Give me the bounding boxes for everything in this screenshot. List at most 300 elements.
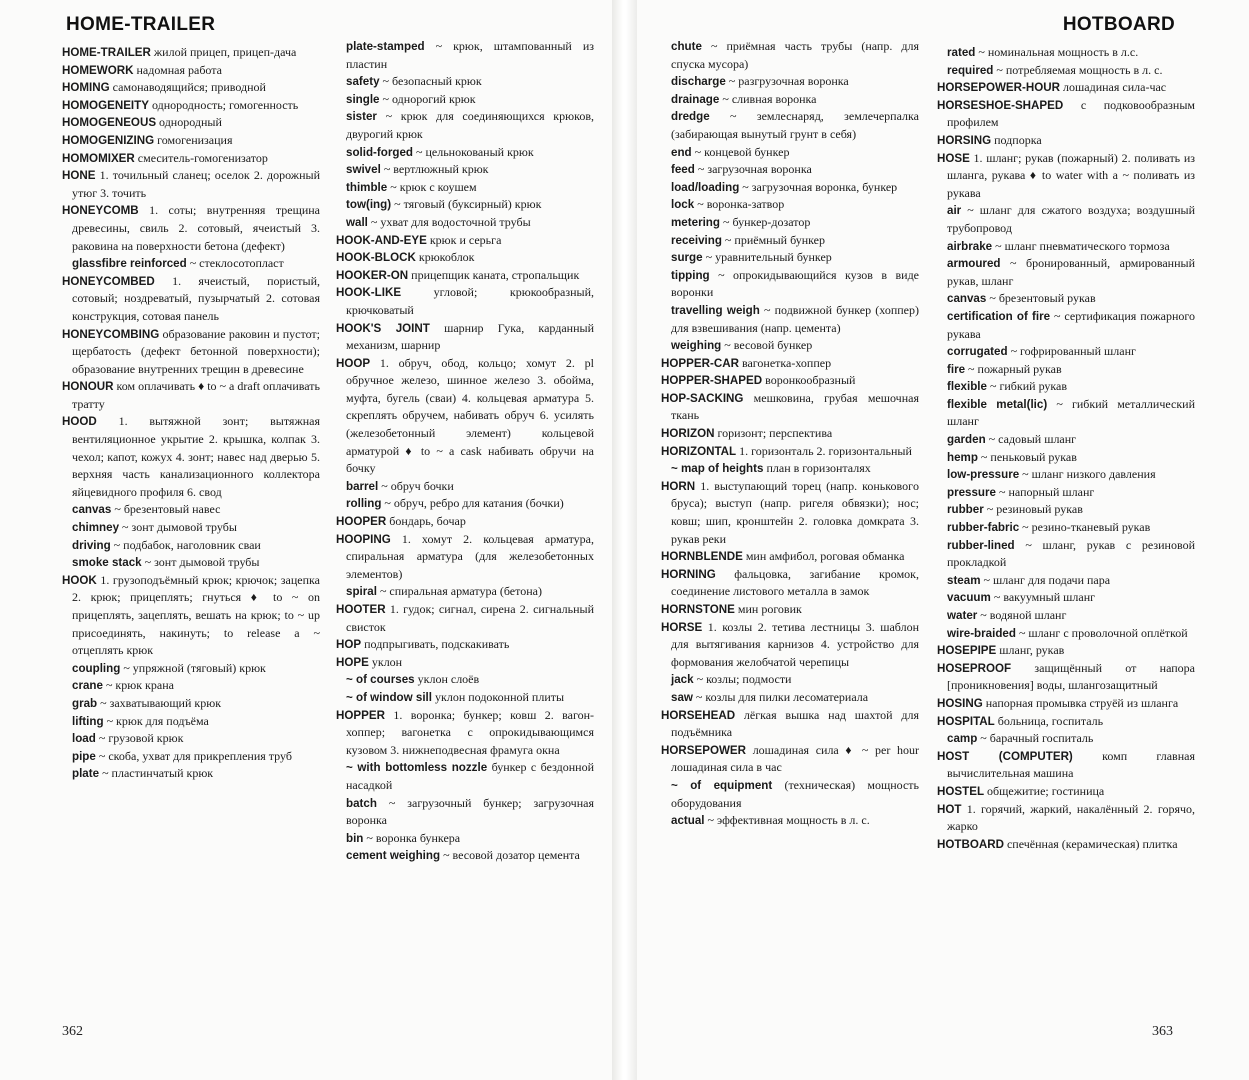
running-head-right: HOTBOARD bbox=[1062, 14, 1175, 35]
definition: крюкоблок bbox=[415, 250, 475, 265]
definition: образование раковин и пустот; щербатость (дефект бетонной поверхности); образование внутренних трещин в древесине bbox=[72, 326, 320, 376]
dictionary-entry bbox=[661, 742, 919, 777]
dictionary-subentry bbox=[937, 378, 1195, 396]
subentry-term: flexible metal(lic) bbox=[947, 397, 1048, 411]
subentry-term: camp bbox=[947, 732, 978, 746]
definition: лёгкая вышка над шахтой для подъёмника bbox=[671, 707, 919, 740]
definition: ~ сливная воронка bbox=[719, 91, 817, 106]
dictionary-subentry bbox=[336, 495, 594, 513]
subentry-term: feed bbox=[671, 163, 695, 177]
dictionary-entry bbox=[937, 783, 1195, 801]
definition: ~ козлы для пилки лесоматериала bbox=[692, 689, 869, 704]
dictionary-entry bbox=[937, 660, 1195, 695]
definition: (техническая) мощность оборудования bbox=[671, 777, 919, 810]
dictionary-subentry bbox=[336, 179, 594, 197]
dictionary-subentry bbox=[937, 607, 1195, 625]
definition: ~ зонт дымовой трубы bbox=[141, 555, 260, 570]
definition: 1. вытяжной зонт; вытяжная вентиляционное укрытие 2. крышка, колпак 3. чехол; капот, кожух 4. зонт; навес над дверью 5. верхняя часть канализационного коллектора яйцевидного профиля 6. свод bbox=[72, 414, 320, 499]
subentry-term: vacuum bbox=[947, 591, 991, 605]
page-number-right: 363 bbox=[1152, 1024, 1173, 1039]
definition: напорная промывка струёй из шланга bbox=[982, 695, 1179, 710]
dictionary-subentry bbox=[62, 660, 320, 678]
definition: фальцовка, загибание кромок, соединение листового металла в замок bbox=[671, 566, 919, 599]
headword: HOOTER bbox=[336, 603, 386, 616]
definition: самонаводящийся; приводной bbox=[109, 80, 266, 95]
dictionary-entry bbox=[336, 232, 594, 250]
dictionary-entry bbox=[62, 44, 320, 62]
definition: ~ вакуумный шланг bbox=[990, 590, 1096, 605]
subentry-term: required bbox=[947, 63, 994, 77]
definition: 1. обруч, обод, кольцо; хомут 2. pl обручное железо, шинное железо 3. обойма, муфта, бугель (сваи) 4. кольцевая арматура 5. скреплять обручем, набивать обруч 6. усилять (железобетонный элемент) кольцевой арматурой ♦ to ~ a cask набивать обручи на бочку bbox=[346, 355, 594, 476]
dictionary-subentry bbox=[336, 583, 594, 601]
headword: HORIZONTAL bbox=[661, 444, 737, 458]
headword: HOOPING bbox=[336, 532, 391, 546]
left-page bbox=[0, 0, 612, 1080]
dictionary-subentry bbox=[937, 308, 1195, 343]
subentry-term: ~ map of heights bbox=[671, 462, 764, 476]
definition: ~ бронированный, армированный рукав, шланг bbox=[947, 256, 1195, 288]
dictionary-subentry bbox=[661, 196, 919, 214]
dictionary-subentry bbox=[661, 179, 919, 197]
subentry-term: airbrake bbox=[947, 239, 993, 253]
definition: ~ шланг пневматического тормоза bbox=[992, 238, 1170, 253]
dictionary-subentry bbox=[937, 44, 1195, 62]
subentry-term: end bbox=[671, 145, 692, 159]
definition: ~ крюк, штампованный из пластин bbox=[346, 39, 594, 71]
definition: ~ шланг для сжатого воздуха; воздушный трубопровод bbox=[947, 203, 1195, 235]
definition: ~ сертификация пожарного рукава bbox=[947, 308, 1196, 341]
running-head-left: HOME-TRAILER bbox=[66, 14, 216, 35]
left-column-b bbox=[336, 38, 594, 865]
headword: HOPPER-CAR bbox=[661, 356, 739, 370]
subentry-term: rubber-fabric bbox=[947, 521, 1020, 535]
dictionary-subentry bbox=[661, 38, 919, 73]
dictionary-subentry bbox=[62, 677, 320, 695]
dictionary-entry bbox=[937, 801, 1195, 836]
definition: подпорка bbox=[991, 132, 1042, 147]
headword: HORN bbox=[661, 479, 696, 493]
headword: HONEYCOMB bbox=[62, 204, 139, 218]
dictionary-subentry bbox=[336, 689, 594, 707]
headword: HOOKER-ON bbox=[336, 268, 409, 282]
subentry-term: rolling bbox=[346, 497, 382, 511]
dictionary-entry bbox=[661, 548, 919, 566]
definition: ~ концевой бункер bbox=[691, 144, 790, 159]
dictionary-entry bbox=[661, 355, 919, 373]
definition: ~ потребляемая мощность в л. с. bbox=[993, 62, 1163, 77]
definition: ~ шланг низкого давления bbox=[1019, 467, 1156, 482]
definition: жилой прицеп, прицеп-дача bbox=[150, 45, 297, 59]
dictionary-subentry bbox=[661, 108, 919, 143]
definition: мин роговик bbox=[734, 602, 802, 616]
definition: 1. козлы 2. тетива лестницы 3. шаблон для вытягивания карнизов 4. устройство для формования желобчатой черепицы bbox=[671, 619, 919, 669]
headword: HOSPITAL bbox=[937, 714, 995, 728]
definition: ~ землеснаряд, землечерпалка (забирающая вынутый грунт в себя) bbox=[671, 109, 919, 141]
dictionary-entry bbox=[62, 326, 320, 379]
definition: ~ козлы; подмости bbox=[693, 672, 792, 687]
dictionary-entry bbox=[937, 97, 1195, 132]
subentry-term: low-pressure bbox=[947, 468, 1020, 482]
definition: ~ однорогий крюк bbox=[379, 91, 476, 106]
definition: 1. ячеистый, пористый, сотовый; ноздреватый, пузырчатый 2. сотовая конструкция, сотовая панель bbox=[72, 273, 320, 323]
definition: бункер с бездонной насадкой bbox=[346, 760, 594, 792]
headword: HOPPER bbox=[336, 708, 385, 722]
definition: лошадиная сила ♦ ~ per hour лошадиная сила в час bbox=[671, 742, 919, 775]
dictionary-entry bbox=[62, 79, 320, 97]
dictionary-entry bbox=[62, 150, 320, 168]
dictionary-subentry bbox=[661, 144, 919, 162]
subentry-term: ~ with bottomless nozzle bbox=[346, 761, 488, 775]
dictionary-entry bbox=[937, 748, 1195, 783]
subentry-term: steam bbox=[947, 573, 981, 587]
headword: HOP bbox=[336, 638, 362, 652]
definition: ~ шланг с проволочной оплёткой bbox=[1015, 625, 1188, 640]
subentry-term: lifting bbox=[72, 714, 104, 728]
headword: HORSING bbox=[937, 133, 992, 147]
dictionary-entry bbox=[62, 114, 320, 132]
dictionary-entry bbox=[661, 601, 919, 619]
dictionary-subentry bbox=[661, 267, 919, 302]
definition: 1. точильный сланец; оселок 2. дорожный утюг 3. точить bbox=[72, 168, 320, 200]
headword: HORNING bbox=[661, 567, 716, 581]
dictionary-subentry bbox=[336, 91, 594, 109]
definition: ~ стеклосотопласт bbox=[186, 256, 284, 271]
definition: ~ опрокидывающийся кузов в виде воронки bbox=[671, 267, 919, 300]
dictionary-entry bbox=[661, 478, 919, 548]
dictionary-entry bbox=[661, 707, 919, 742]
headword: HORNBLENDE bbox=[661, 550, 743, 564]
subentry-term: dredge bbox=[671, 110, 710, 124]
dictionary-subentry bbox=[661, 214, 919, 232]
subentry-term: crane bbox=[72, 679, 103, 693]
subentry-term: fire bbox=[947, 362, 966, 376]
subentry-term: flexible bbox=[947, 380, 987, 394]
headword: HORIZON bbox=[661, 427, 715, 441]
subentry-term: rubber-lined bbox=[947, 538, 1015, 552]
headword: HOT bbox=[937, 802, 962, 816]
subentry-term: plate-stamped bbox=[346, 40, 425, 53]
definition: 1. гудок; сигнал, сирена 2. сигнальный свисток bbox=[346, 602, 594, 634]
definition: ~ спиральная арматура (бетона) bbox=[376, 584, 542, 599]
headword: HOOPER bbox=[336, 515, 387, 529]
dictionary-subentry bbox=[336, 478, 594, 496]
subentry-term: solid-forged bbox=[346, 145, 413, 159]
dictionary-subentry bbox=[336, 795, 594, 830]
dictionary-entry bbox=[937, 132, 1195, 150]
subentry-term: coupling bbox=[72, 661, 121, 675]
subentry-term: ~ of courses bbox=[346, 673, 415, 687]
subentry-term: wall bbox=[346, 215, 368, 229]
dictionary-subentry bbox=[62, 765, 320, 783]
definition: ~ крюк для соединяющихся крюков, двурогий крюк bbox=[346, 109, 594, 141]
dictionary-subentry bbox=[336, 108, 594, 143]
definition: ~ крюк для подъёма bbox=[103, 713, 209, 728]
headword: HOOK-BLOCK bbox=[336, 251, 416, 265]
subentry-term: driving bbox=[72, 538, 111, 552]
headword: HOP-SACKING bbox=[661, 391, 744, 405]
subentry-term: sister bbox=[346, 110, 377, 124]
definition: ~ барачный госпиталь bbox=[977, 731, 1094, 746]
dictionary-subentry bbox=[661, 689, 919, 707]
dictionary-subentry bbox=[937, 62, 1195, 80]
definition: ~ подбабок, наголовник сваи bbox=[110, 537, 261, 552]
headword: HOSTEL bbox=[937, 784, 985, 798]
definition: надомная работа bbox=[133, 62, 222, 77]
dictionary-entry bbox=[62, 273, 320, 326]
headword: HOMOGENIZING bbox=[62, 133, 155, 147]
definition: ~ номинальная мощность в л.с. bbox=[975, 45, 1139, 59]
dictionary-entry bbox=[336, 654, 594, 672]
dictionary-subentry bbox=[336, 759, 594, 794]
definition: ~ садовый шланг bbox=[985, 432, 1077, 447]
definition: 1. хомут 2. кольцевая арматура, спиральная арматура (для железобетонных элементов) bbox=[346, 531, 594, 581]
subentry-term: single bbox=[346, 92, 380, 106]
dictionary-entry bbox=[336, 636, 594, 654]
headword: HOME-TRAILER bbox=[62, 46, 151, 59]
headword: HORSEPOWER bbox=[661, 743, 747, 757]
dictionary-subentry bbox=[336, 847, 594, 865]
subentry-term: plate bbox=[72, 767, 100, 781]
dictionary-subentry bbox=[661, 460, 919, 478]
headword: HOOD bbox=[62, 415, 97, 429]
definition: больница, госпиталь bbox=[994, 713, 1104, 728]
dictionary-subentry bbox=[62, 537, 320, 555]
dictionary-entry bbox=[62, 413, 320, 501]
dictionary-subentry bbox=[937, 537, 1195, 572]
subentry-term: swivel bbox=[346, 163, 381, 177]
definition: 1. шланг; рукав (пожарный) 2. поливать из шланга, рукава ♦ to water with a ~ поливать из рукава bbox=[947, 150, 1195, 200]
definition: ~ весовой бункер bbox=[721, 338, 813, 353]
definition: ~ воронка бункера bbox=[363, 830, 461, 845]
dictionary-subentry bbox=[661, 812, 919, 830]
dictionary-subentry bbox=[937, 730, 1195, 748]
subentry-term: canvas bbox=[947, 292, 987, 306]
dictionary-subentry bbox=[661, 302, 919, 337]
dictionary-subentry bbox=[661, 161, 919, 179]
dictionary-subentry bbox=[62, 501, 320, 519]
dictionary-entry bbox=[62, 572, 320, 660]
definition: 1. горизонталь 2. горизонтальный bbox=[736, 443, 912, 458]
subentry-term: garden bbox=[947, 433, 986, 447]
headword: HOSEPIPE bbox=[937, 644, 997, 658]
headword: HOOK-AND-EYE bbox=[336, 233, 427, 247]
dictionary-subentry bbox=[937, 625, 1195, 643]
dictionary-subentry bbox=[937, 255, 1195, 290]
dictionary-entry bbox=[937, 713, 1195, 731]
headword: HORSESHOE-SHAPED bbox=[937, 98, 1064, 112]
definition: 1. грузоподъёмный крюк; крючок; зацепка 2. крюк; прицеплять; гнуться ♦ to ~ on прицеплять, зацеплять, вешать на крюк; to ~ up присоединять, накинуть; to release a ~ отцеплять крюк bbox=[72, 572, 320, 658]
dictionary-entry bbox=[661, 425, 919, 443]
subentry-term: jack bbox=[671, 673, 694, 687]
dictionary-subentry bbox=[336, 830, 594, 848]
dictionary-subentry bbox=[937, 343, 1195, 361]
subentry-term: tipping bbox=[671, 268, 710, 282]
dictionary-entry bbox=[661, 443, 919, 461]
subentry-term: glassfibre reinforced bbox=[72, 257, 187, 271]
dictionary-entry bbox=[661, 566, 919, 601]
dictionary-subentry bbox=[937, 519, 1195, 537]
dictionary-subentry bbox=[336, 73, 594, 91]
definition: ~ пожарный рукав bbox=[965, 361, 1062, 376]
definition: ~ грузовой крюк bbox=[95, 731, 184, 746]
definition: ~ загрузочная воронка, бункер bbox=[739, 179, 898, 194]
headword: HONEYCOMBING bbox=[62, 327, 160, 341]
definition: ~ цельнокованый крюк bbox=[412, 144, 534, 159]
left-column-a bbox=[62, 44, 320, 783]
definition: шарнир Гука, карданный механизм, шарнир bbox=[346, 320, 594, 353]
subentry-term: actual bbox=[671, 814, 705, 828]
subentry-term: rubber bbox=[947, 503, 984, 517]
definition: мин амфибол, роговая обманка bbox=[742, 549, 905, 564]
definition: ~ разгрузочная воронка bbox=[725, 74, 849, 89]
definition: ~ зонт дымовой трубы bbox=[119, 520, 237, 535]
dictionary-subentry bbox=[937, 449, 1195, 467]
headword: HORSEHEAD bbox=[661, 708, 736, 722]
dictionary-subentry bbox=[62, 713, 320, 731]
dictionary-subentry bbox=[661, 671, 919, 689]
subentry-term: corrugated bbox=[947, 345, 1008, 359]
definition: воронкообразный bbox=[762, 373, 856, 388]
definition: общежитие; гостиница bbox=[984, 783, 1105, 798]
subentry-term: ~ of equipment bbox=[671, 778, 773, 792]
definition: уклон bbox=[368, 654, 403, 669]
definition: однородность; гомогенность bbox=[148, 97, 299, 112]
subentry-term: bin bbox=[346, 831, 364, 845]
definition: ~ ухват для водосточной трубы bbox=[367, 214, 531, 229]
dictionary-subentry bbox=[937, 572, 1195, 590]
headword: HOMOMIXER bbox=[62, 151, 135, 165]
headword: HOMOGENEOUS bbox=[62, 116, 157, 130]
definition: ~ тяговый (буксирный) крюк bbox=[391, 197, 542, 212]
dictionary-entry bbox=[62, 202, 320, 255]
subentry-term: travelling weigh bbox=[671, 303, 760, 317]
dictionary-subentry bbox=[937, 238, 1195, 256]
headword: HOOP bbox=[336, 356, 371, 370]
subentry-term: spiral bbox=[346, 585, 377, 599]
dictionary-subentry bbox=[661, 232, 919, 250]
definition: спечённая (керамическая) плитка bbox=[1003, 836, 1178, 851]
headword: HOTBOARD bbox=[937, 837, 1004, 851]
definition: ~ брезентовый навес bbox=[111, 502, 221, 517]
definition: ~ брезентовый рукав bbox=[986, 291, 1096, 306]
definition: уклон слоёв bbox=[414, 672, 480, 687]
subentry-term: chute bbox=[671, 40, 702, 53]
dictionary-entry bbox=[661, 390, 919, 425]
definition: однородный bbox=[156, 115, 222, 130]
dictionary-entry bbox=[937, 695, 1195, 713]
definition: ~ обруч бочки bbox=[378, 478, 454, 493]
definition: ~ воронка-затвор bbox=[694, 197, 785, 212]
headword: HOSEPROOF bbox=[937, 661, 1012, 675]
dictionary-entry bbox=[336, 249, 594, 267]
definition: ~ загрузочная воронка bbox=[694, 162, 812, 177]
subentry-term: load/loading bbox=[671, 180, 740, 194]
dictionary-entry bbox=[661, 619, 919, 672]
definition: ~ захватывающий крюк bbox=[97, 695, 222, 710]
dictionary-subentry bbox=[62, 554, 320, 572]
definition: ~ эффективная мощность в л. с. bbox=[704, 813, 870, 828]
headword: HOMING bbox=[62, 81, 110, 95]
dictionary-subentry bbox=[62, 730, 320, 748]
definition: ~ шланг, рукав с резиновой прокладкой bbox=[947, 537, 1195, 570]
headword: HONOUR bbox=[62, 380, 114, 394]
subentry-term: pressure bbox=[947, 485, 996, 499]
dictionary-entry bbox=[62, 167, 320, 202]
dictionary-entry bbox=[937, 836, 1195, 854]
dictionary-entry bbox=[937, 642, 1195, 660]
dictionary-subentry bbox=[336, 38, 594, 73]
definition: гомогенизация bbox=[154, 132, 233, 147]
dictionary-entry bbox=[336, 601, 594, 636]
definition: ~ обруч, ребро для катания (бочки) bbox=[381, 496, 564, 511]
definition: 1. горячий, жаркий, накалённый 2. горячо, жарко bbox=[947, 801, 1195, 834]
subentry-term: wire-braided bbox=[947, 626, 1016, 640]
definition: угловой; крюкообразный, крючковатый bbox=[346, 285, 594, 317]
subentry-term: tow(ing) bbox=[346, 198, 392, 212]
dictionary-subentry bbox=[336, 671, 594, 689]
subentry-term: weighing bbox=[671, 339, 722, 353]
definition: уклон подоконной плиты bbox=[432, 689, 565, 704]
definition: прицепщик каната, стропальщик bbox=[408, 267, 580, 282]
headword: HOOK-LIKE bbox=[336, 286, 402, 300]
subentry-term: grab bbox=[72, 696, 98, 710]
dictionary-subentry bbox=[937, 361, 1195, 379]
dictionary-subentry bbox=[661, 249, 919, 267]
definition: ~ напорный шланг bbox=[995, 484, 1095, 499]
headword: HOMOGENEITY bbox=[62, 98, 149, 112]
subentry-term: drainage bbox=[671, 92, 720, 106]
dictionary-subentry bbox=[62, 519, 320, 537]
subentry-term: receiving bbox=[671, 233, 722, 247]
dictionary-entry bbox=[62, 132, 320, 150]
definition: горизонт; перспектива bbox=[714, 426, 833, 441]
definition: ~ бункер-дозатор bbox=[719, 214, 811, 229]
subentry-term: air bbox=[947, 204, 962, 218]
dictionary-subentry bbox=[336, 144, 594, 162]
page-number-left: 362 bbox=[62, 1024, 83, 1039]
subentry-term: saw bbox=[671, 690, 693, 704]
headword: HOOK bbox=[62, 573, 97, 587]
dictionary-subentry bbox=[62, 255, 320, 273]
definition: ~ крюк с коушем bbox=[387, 179, 477, 194]
subentry-term: water bbox=[947, 609, 978, 622]
headword: HORSEPOWER-HOUR bbox=[937, 81, 1061, 95]
definition: ~ резино-тканевый рукав bbox=[1019, 520, 1151, 535]
right-page bbox=[637, 0, 1249, 1080]
subentry-term: smoke stack bbox=[72, 556, 142, 570]
headword: HOSE bbox=[937, 151, 970, 165]
definition: мешковина, грубая мешочная ткань bbox=[671, 390, 919, 423]
dictionary-subentry bbox=[661, 91, 919, 109]
definition: ~ резиновый рукав bbox=[983, 502, 1083, 517]
dictionary-subentry bbox=[336, 214, 594, 232]
definition: лошадиная сила-час bbox=[1060, 80, 1167, 95]
dictionary-subentry bbox=[937, 396, 1195, 431]
dictionary-entry bbox=[62, 62, 320, 80]
subentry-term: metering bbox=[671, 215, 720, 229]
definition: ~ шланг для подачи пара bbox=[980, 572, 1111, 587]
subentry-term: rated bbox=[947, 46, 976, 59]
dictionary-entry bbox=[336, 531, 594, 584]
definition: ~ вертлюжный крюк bbox=[380, 162, 489, 177]
dictionary-subentry bbox=[661, 337, 919, 355]
headword: HOOK'S JOINT bbox=[336, 321, 430, 335]
subentry-term: armoured bbox=[947, 257, 1001, 271]
definition: ~ весовой дозатор цемента bbox=[440, 848, 580, 863]
subentry-term: chimney bbox=[72, 521, 120, 535]
headword: HOMEWORK bbox=[62, 63, 134, 77]
dictionary-entry bbox=[336, 284, 594, 319]
